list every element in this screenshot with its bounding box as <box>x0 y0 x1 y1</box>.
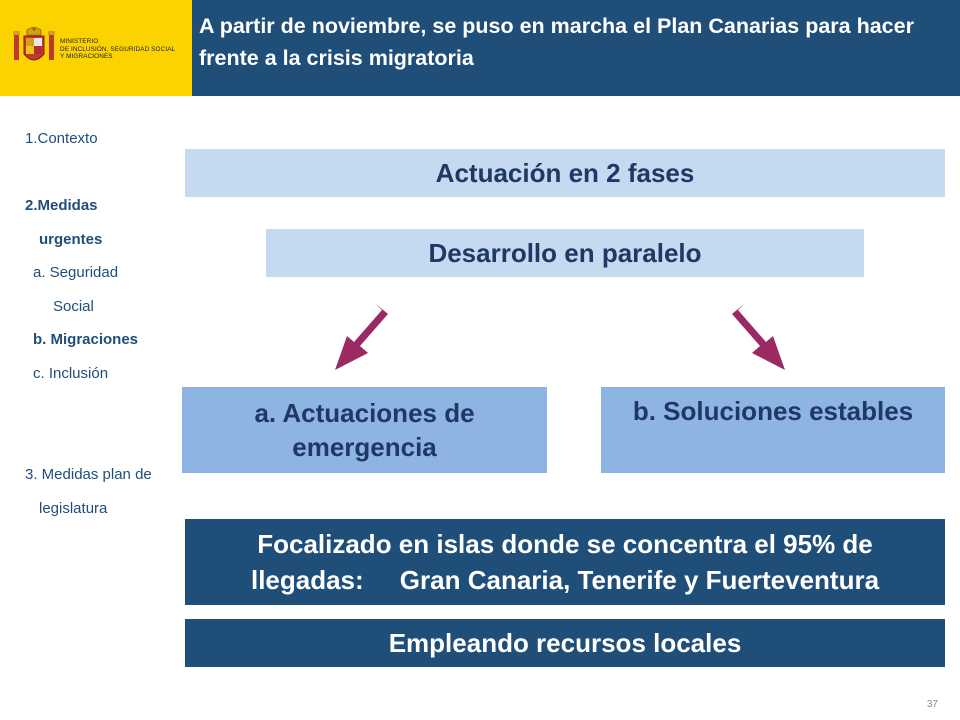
resources-box <box>185 619 945 667</box>
nav-item-contexto[interactable]: 1.Contexto <box>25 130 98 147</box>
resources-text: Empleando recursos locales <box>388 627 742 658</box>
emergency-actions-box <box>182 387 547 473</box>
phases-box <box>185 149 945 197</box>
parallel-box <box>266 229 864 277</box>
phases-text: Actuación en 2 fases <box>435 157 695 188</box>
page-number: 37 <box>926 699 938 710</box>
focus-line-1: Focalizado en islas donde se concentra el 95% de <box>257 529 873 559</box>
arrow-down-right-icon <box>724 300 790 376</box>
stable-solutions-box <box>601 387 945 473</box>
nav-item-seguridad[interactable]: a. Seguridad <box>33 264 119 281</box>
focus-line-2: llegadas: Gran Canaria, Tenerife y Fuerteventura <box>250 565 880 595</box>
ministry-logo-area <box>0 0 192 96</box>
stable-solutions-text: b. Soluciones estables <box>632 396 914 426</box>
nav-item-urgentes[interactable]: urgentes <box>39 231 103 248</box>
title-bar <box>192 0 960 96</box>
nav-item-social[interactable]: Social <box>53 298 94 315</box>
nav-item-migraciones[interactable]: b. Migraciones <box>33 331 139 348</box>
emergency-line-2: emergencia <box>292 432 437 462</box>
arrow-down-left-icon <box>330 300 396 376</box>
focus-box <box>185 519 945 605</box>
slide-title: A partir de noviembre, se puso en marcha el Plan Canarias para hacer frente a la crisis migratoria <box>199 14 914 70</box>
parallel-text: Desarrollo en paralelo <box>428 237 702 268</box>
emergency-line-1: a. Actuaciones de <box>254 398 475 428</box>
nav-item-inclusion[interactable]: c. Inclusión <box>33 365 109 382</box>
ministry-name: MINISTERIO DE INCLUSIÓN, SEGURIDAD SOCIAL Y MIGRACIONES <box>60 38 176 60</box>
nav-item-medidas[interactable]: 2.Medidas <box>25 197 98 214</box>
nav-item-legislatura[interactable]: legislatura <box>39 500 108 517</box>
coat-of-arms-icon <box>12 26 56 70</box>
nav-item-medidas-plan[interactable]: 3. Medidas plan de <box>25 466 152 483</box>
